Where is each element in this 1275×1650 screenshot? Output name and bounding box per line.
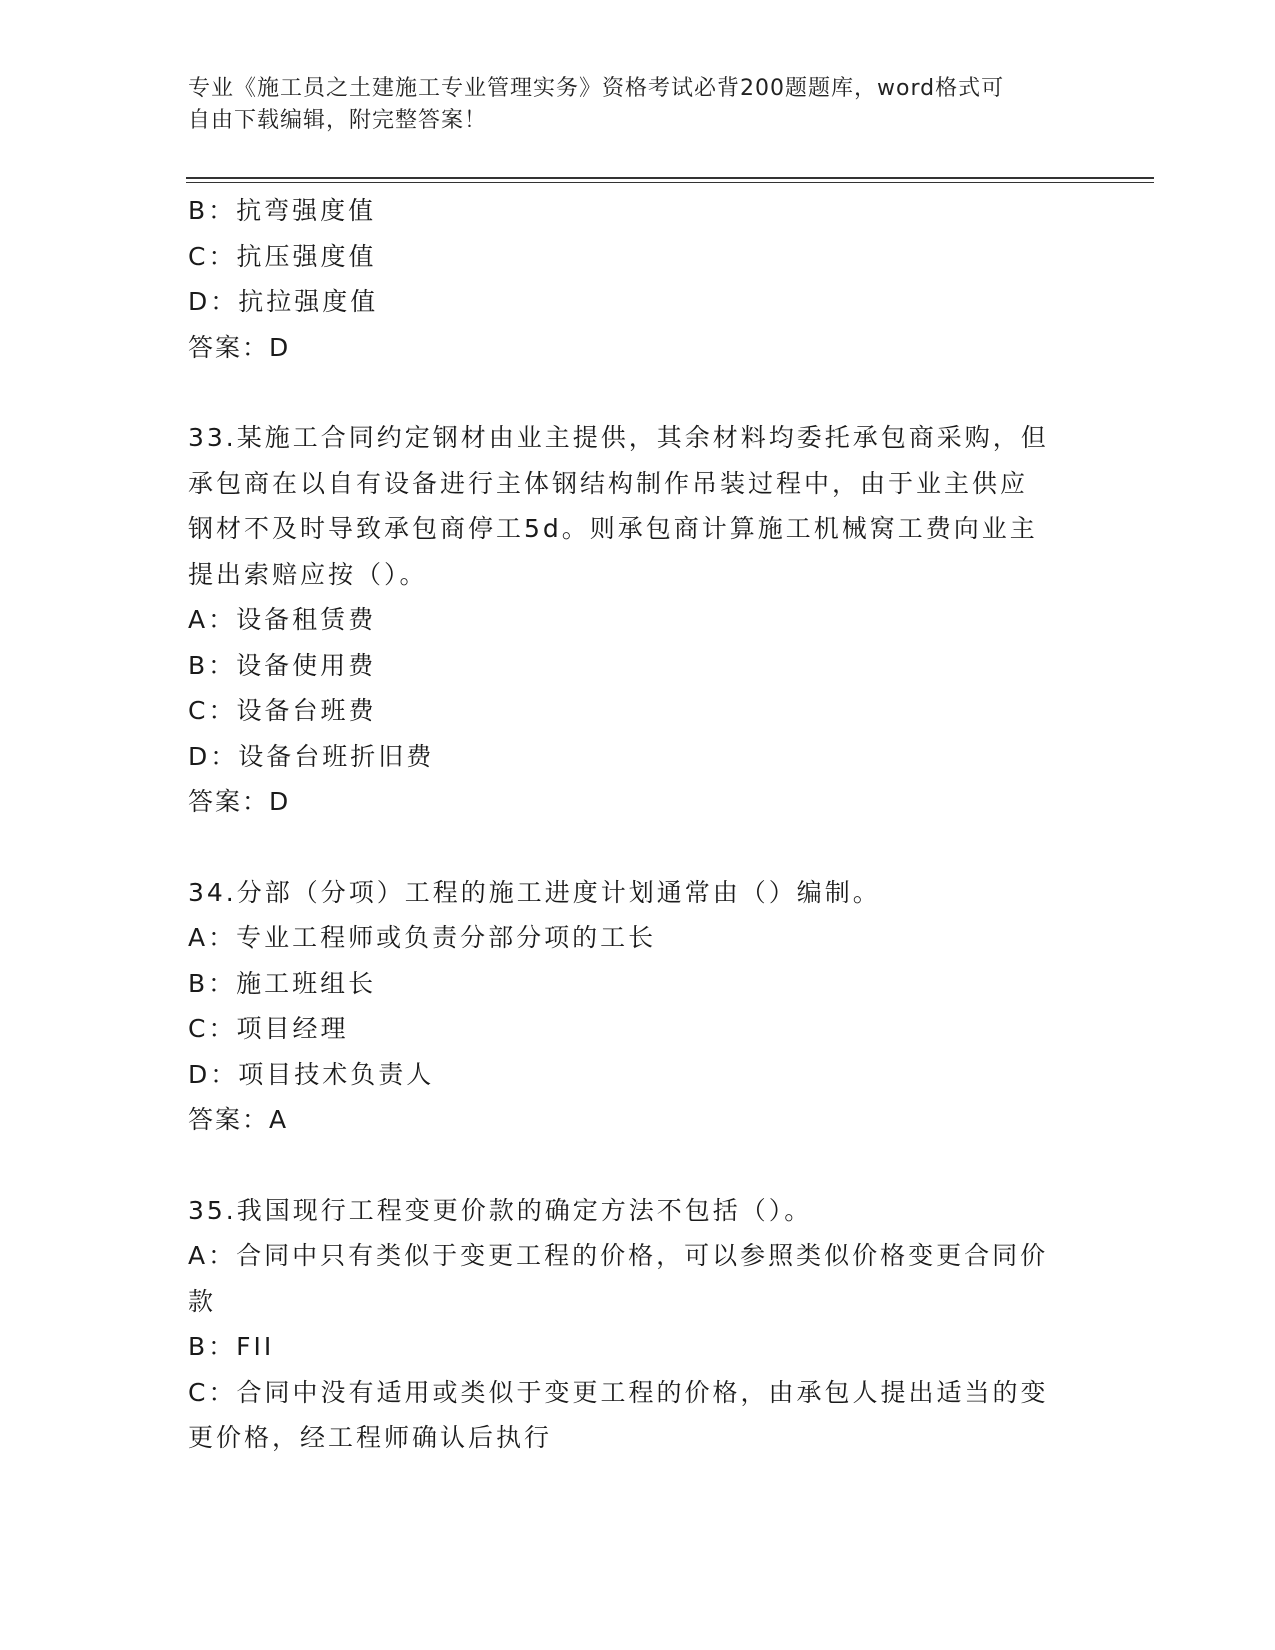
document-body: [188, 188, 1078, 1461]
question-stem-line: 34.分部（分项）工程的施工进度计划通常由（）编制。: [188, 877, 881, 907]
spacer: [188, 1143, 1078, 1188]
question-33: [188, 415, 1078, 825]
option-c: C：项目经理: [188, 1014, 349, 1043]
spacer: [188, 825, 1078, 870]
spacer: [188, 370, 1078, 415]
answer-line: 答案：D: [188, 787, 291, 816]
option-d: D：设备台班折旧费: [188, 741, 435, 771]
option-b: B：抗弯强度值: [188, 196, 377, 225]
answer-line: 答案：D: [188, 332, 291, 362]
header-divider-thick: [186, 177, 1154, 179]
question-34: [188, 870, 1078, 1143]
question-stem-line: 承包商在以自有设备进行主体钢结构制作吊装过程中，由于业主供应: [188, 468, 1029, 498]
option-d: D：抗拉强度值: [188, 287, 379, 316]
document-header: [188, 73, 1068, 137]
question-stem-line: 钢材不及时导致承包商停工5d。则承包商计算施工机械窝工费向业主: [188, 514, 1038, 543]
option-c: C：抗压强度值: [188, 241, 377, 271]
option-b: B：施工班组长: [188, 968, 377, 998]
header-divider-thin: [186, 182, 1154, 183]
option-a-continued: 款: [188, 1286, 217, 1316]
answer-line: 答案：A: [188, 1105, 289, 1134]
option-a: A：专业工程师或负责分部分项的工长: [188, 923, 657, 952]
option-c-continued: 更价格，经工程师确认后执行: [188, 1423, 553, 1452]
option-a: A：合同中只有类似于变更工程的价格，可以参照类似价格变更合同价: [188, 1241, 1049, 1270]
question-stem-line: 33.某施工合同约定钢材由业主提供，其余材料均委托承包商采购，但: [188, 423, 1049, 452]
option-b: B：FII: [188, 1332, 275, 1361]
question-stem-line: 提出索赔应按（）。: [188, 559, 428, 589]
header-line-1: 专业《施工员之土建施工专业管理实务》资格考试必背200题题库，word格式可: [188, 76, 1005, 101]
option-d: D：项目技术负责人: [188, 1059, 435, 1089]
option-a: A：设备租赁费: [188, 605, 377, 634]
option-b: B：设备使用费: [188, 650, 377, 680]
question-35: [188, 1188, 1078, 1461]
header-line-2: 自由下载编辑，附完整答案！: [188, 108, 488, 133]
question-32-tail: [188, 188, 1078, 370]
option-c: C：合同中没有适用或类似于变更工程的价格，由承包人提出适当的变: [188, 1377, 1049, 1407]
question-stem-line: 35.我国现行工程变更价款的确定方法不包括（）。: [188, 1195, 813, 1225]
option-c: C：设备台班费: [188, 696, 377, 725]
